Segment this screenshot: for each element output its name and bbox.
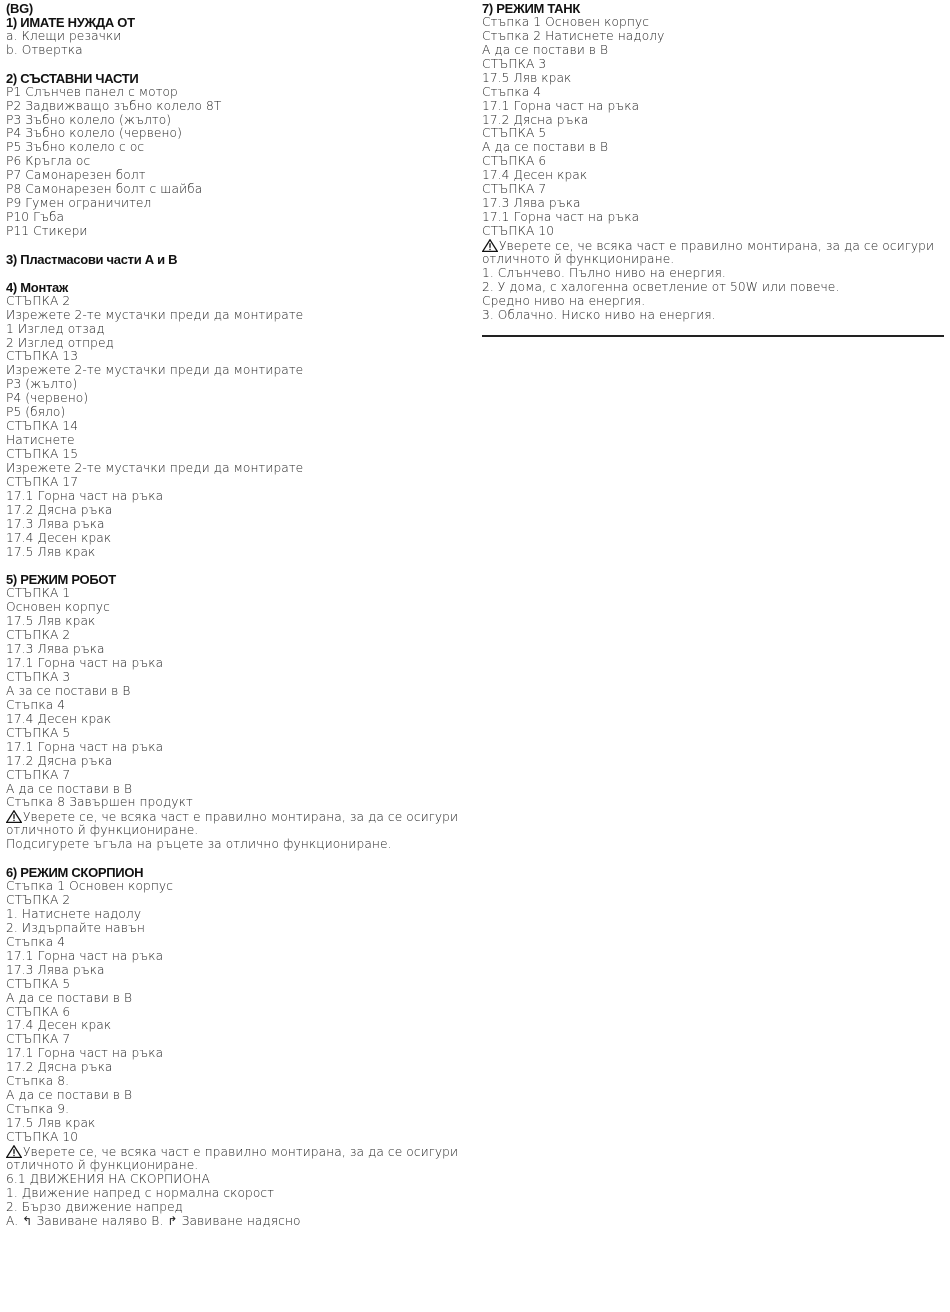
line-text: СТЪПКА 13 [6, 349, 79, 364]
line-text: A да се постави в B [482, 140, 609, 155]
line-text: 3) Пластмасови части А и В [6, 251, 178, 267]
text-line [6, 155, 466, 169]
text-line [482, 253, 944, 267]
line-text: 17.1 Горна част на ръка [6, 1046, 164, 1061]
line-text: P4 Зъбно колело (червено) [6, 126, 182, 141]
line-text: A да се постави в B [6, 1088, 133, 1103]
line-text: 17.2 Дясна ръка [482, 112, 589, 127]
text-line [6, 880, 466, 894]
line-text: A да се постави в B [6, 990, 133, 1005]
text-line [6, 141, 466, 155]
text-line [482, 197, 944, 211]
text-line [6, 197, 466, 211]
line-text: отличното й функциониране. [6, 823, 199, 838]
text-line [482, 16, 944, 30]
line-text: (BG) [6, 1, 33, 16]
text-line [6, 922, 466, 936]
text-line [6, 100, 466, 114]
blank-line [6, 58, 466, 72]
line-text: СТЪПКА 2 [6, 293, 71, 308]
line-text: a. Клещи резачки [6, 28, 122, 43]
text-line [6, 894, 466, 908]
line-text: отличното й функциониране. [482, 251, 675, 266]
line-text: P7 Самонарезен болт [6, 168, 146, 183]
line-text: СТЪПКА 6 [6, 1004, 71, 1019]
text-line [6, 1006, 466, 1020]
text-line [6, 1103, 466, 1117]
text-line [6, 392, 466, 406]
line-text: Стъпка 4 [482, 84, 542, 99]
warning-line [6, 810, 466, 824]
text-line [6, 992, 466, 1006]
line-text: A да се постави в B [482, 42, 609, 57]
line-text: СТЪПКА 5 [6, 725, 71, 740]
text-line [6, 1061, 466, 1075]
line-text: СТЪПКА 7 [482, 182, 547, 197]
line-text: 17.1 Горна част на ръка [482, 210, 640, 225]
line-text: Стъпка 8 Завършен продукт [6, 795, 193, 810]
line-text: Стъпка 2 Натиснете надолу [482, 28, 665, 43]
line-text: 17.1 Горна част на ръка [6, 488, 164, 503]
text-line [6, 1089, 466, 1103]
section-heading [6, 2, 466, 16]
line-text: 17.4 Десен крак [6, 530, 112, 545]
text-line [6, 169, 466, 183]
text-line [6, 490, 466, 504]
line-text: 6) РЕЖИМ СКОРПИОН [6, 865, 144, 881]
text-line [482, 100, 944, 114]
text-line [6, 699, 466, 713]
line-text: 17.2 Дясна ръка [6, 1060, 113, 1075]
line-text: Стъпка 9. [6, 1102, 70, 1117]
text-line [6, 532, 466, 546]
text-line [6, 587, 466, 601]
line-text: Натиснете [6, 433, 75, 448]
line-text: 17.5 Ляв крак [482, 70, 572, 85]
text-line [6, 504, 466, 518]
text-line [482, 183, 944, 197]
line-text: СТЪПКА 2 [6, 628, 71, 643]
line-text: 1) ИМАТЕ НУЖДА ОТ [6, 14, 135, 30]
line-text: 17.2 Дясна ръка [6, 753, 113, 768]
line-text: 17.5 Ляв крак [6, 614, 96, 629]
line-text: СТЪПКА 15 [6, 447, 79, 461]
line-text: 17.5 Ляв крак [6, 1116, 96, 1130]
text-line [6, 406, 466, 420]
blank-line [6, 239, 466, 253]
line-text: 1 Изглед отзад [6, 321, 105, 336]
line-text: 6.1 ДВИЖЕНИЯ НА СКОРПИОНА [6, 1171, 210, 1186]
warning-line [482, 239, 944, 253]
text-line [6, 908, 466, 922]
text-line [6, 44, 466, 58]
text-line [6, 1047, 466, 1061]
line-text: 1. Движение напред с нормална скорост [6, 1185, 275, 1200]
line-text: Уверете се, че всяка част е правилно монтирана, за да се осигури [499, 238, 935, 253]
text-line [6, 950, 466, 964]
text-line [6, 476, 466, 490]
line-text: Подсигурете ъгъла на ръцете за отлично функциониране. [6, 837, 392, 852]
line-text: 17.3 Лява ръка [6, 962, 105, 977]
text-line [6, 978, 466, 992]
line-text: P2 Задвижващо зъбно колело 8T [6, 98, 222, 113]
line-text: A да се постави в B [6, 781, 133, 796]
line-text: Изрежете 2-те мустачки преди да монтирате [6, 307, 304, 322]
line-text: 5) РЕЖИМ РОБОТ [6, 572, 116, 588]
text-line [6, 685, 466, 699]
text-line [6, 86, 466, 100]
section-heading [6, 253, 466, 267]
text-line [6, 546, 466, 560]
line-text: СТЪПКА 3 [6, 670, 71, 684]
left-column [6, 2, 466, 1229]
section-heading [6, 72, 466, 86]
text-line [6, 671, 466, 685]
line-text: 17.2 Дясна ръка [6, 502, 113, 517]
text-line [6, 1117, 466, 1131]
text-line [6, 769, 466, 783]
text-line [482, 225, 944, 239]
line-text: 17.1 Горна част на ръка [6, 739, 164, 754]
line-text: СТЪПКА 17 [6, 474, 79, 489]
text-line [6, 629, 466, 643]
line-text: 17.3 Лява ръка [482, 196, 581, 211]
line-text: 2) СЪСТАВНИ ЧАСТИ [6, 70, 139, 86]
text-line [482, 281, 944, 295]
text-line [6, 323, 466, 337]
line-text: СТЪПКА 5 [482, 126, 547, 141]
text-line [6, 378, 466, 392]
blank-line [6, 852, 466, 866]
line-text: P4 (червено) [6, 391, 89, 406]
text-line [6, 964, 466, 978]
section-heading [6, 866, 466, 880]
line-text: Изрежете 2-те мустачки преди да монтирате [6, 363, 304, 378]
text-line [6, 350, 466, 364]
line-text: 17.5 Ляв крак [6, 544, 96, 559]
line-text: СТЪПКА 7 [6, 1032, 71, 1047]
text-line [6, 127, 466, 141]
line-text: P3 (жълто) [6, 377, 78, 392]
line-text: Изрежете 2-те мустачки преди да монтирате [6, 460, 304, 475]
text-line [6, 727, 466, 741]
text-line [6, 936, 466, 950]
line-text: P3 Зъбно колело (жълто) [6, 112, 172, 127]
text-line [6, 518, 466, 532]
line-text: отличното й функциониране. [6, 1157, 199, 1172]
line-text: P5 (бяло) [6, 405, 66, 420]
warning-triangle-icon [6, 810, 22, 823]
line-text: 7) РЕЖИМ ТАНК [482, 1, 580, 16]
text-line [482, 30, 944, 44]
line-text: Уверете се, че всяка част е правилно монтирана, за да се осигури [23, 1144, 459, 1159]
line-text: 17.1 Горна част на ръка [6, 656, 164, 671]
text-line [6, 1033, 466, 1047]
line-text: 2. Издърпайте навън [6, 920, 145, 935]
text-line [6, 1173, 466, 1187]
line-text: 17.1 Горна част на ръка [482, 98, 640, 113]
text-line [6, 1201, 466, 1215]
text-line [6, 420, 466, 434]
text-line [482, 114, 944, 128]
line-text: Стъпка 4 [6, 934, 66, 949]
line-text: b. Отвертка [6, 42, 83, 57]
text-line [6, 30, 466, 44]
text-line [482, 72, 944, 86]
line-text: P6 Кръгла ос [6, 154, 91, 169]
text-line [482, 127, 944, 141]
line-text: 17.4 Десен крак [6, 1018, 112, 1033]
text-line [482, 141, 944, 155]
text-line [6, 114, 466, 128]
line-text: 1. Натиснете надолу [6, 906, 142, 921]
line-text: P1 Слънчев панел с мотор [6, 84, 178, 99]
line-text: 17.4 Десен крак [482, 168, 588, 183]
line-text: СТЪПКА 7 [6, 767, 71, 782]
text-line [6, 364, 466, 378]
line-text: P5 Зъбно колело с ос [6, 140, 145, 155]
text-line [6, 824, 466, 838]
blank-line [6, 267, 466, 281]
line-text: Стъпка 1 Основен корпус [482, 14, 650, 29]
line-text: 2. Бързо движение напред [6, 1199, 184, 1214]
text-line [6, 755, 466, 769]
line-text: СТЪПКА 14 [6, 419, 79, 434]
text-line [482, 169, 944, 183]
text-line [6, 211, 466, 225]
line-text: 2. У дома, с халогенна осветление от 50W или повече. [482, 279, 840, 294]
line-text: P11 Стикери [6, 224, 88, 238]
line-text: 1. Слънчево. Пълно ниво на енергия. [482, 265, 726, 280]
text-line [6, 448, 466, 462]
line-text: СТЪПКА 1 [6, 586, 71, 601]
line-text: 2 Изглед отпред [6, 335, 114, 350]
line-text: СТЪПКА 10 [6, 1129, 79, 1144]
text-line [6, 295, 466, 309]
text-line [482, 267, 944, 281]
text-line [6, 643, 466, 657]
line-text: Основен корпус [6, 600, 110, 615]
line-text: СТЪПКА 5 [6, 976, 71, 991]
text-line [6, 741, 466, 755]
text-line [6, 796, 466, 810]
text-line [482, 309, 944, 323]
warning-triangle-icon [6, 1145, 22, 1158]
line-text: СТЪПКА 10 [482, 224, 555, 238]
text-line [482, 58, 944, 72]
text-line [6, 1019, 466, 1033]
text-line [6, 462, 466, 476]
text-line [6, 657, 466, 671]
section-heading [6, 573, 466, 587]
section-heading [6, 16, 466, 30]
text-line [6, 434, 466, 448]
text-line [482, 44, 944, 58]
line-text: P10 Гъба [6, 210, 65, 225]
line-text: Уверете се, че всяка част е правилно монтирана, за да се осигури [23, 810, 459, 825]
text-line [6, 1075, 466, 1089]
text-line [6, 783, 466, 797]
line-text: 17.1 Горна част на ръка [6, 948, 164, 963]
line-text: P8 Самонарезен болт с шайба [6, 182, 203, 197]
section-heading [6, 281, 466, 295]
text-line [6, 713, 466, 727]
text-line [6, 615, 466, 629]
text-line [482, 295, 944, 309]
line-text: Стъпка 4 [6, 697, 66, 712]
line-text: Средно ниво на енергия. [482, 293, 646, 308]
line-text: 17.3 Лява ръка [6, 642, 105, 657]
text-line [482, 155, 944, 169]
line-text: СТЪПКА 6 [482, 154, 547, 169]
line-text: 17.4 Десен крак [6, 711, 112, 726]
text-line [6, 1215, 466, 1229]
text-line [6, 1159, 466, 1173]
line-text: 4) Монтаж [6, 279, 68, 295]
blank-line [6, 560, 466, 574]
line-text: 17.3 Лява ръка [6, 516, 105, 531]
line-text: A за се постави в B [6, 683, 131, 698]
text-line [6, 838, 466, 852]
text-line [6, 1187, 466, 1201]
line-text: P9 Гумен ограничител [6, 196, 152, 211]
line-text: СТЪПКА 3 [482, 56, 547, 71]
section-heading [482, 2, 944, 16]
text-line [6, 337, 466, 351]
text-line [482, 86, 944, 100]
text-line [6, 225, 466, 239]
line-text: A. ↰ Завиване наляво B. ↱ Завиване надясно [6, 1213, 301, 1228]
line-text: 3. Облачно. Ниско ниво на енергия. [482, 307, 716, 322]
text-line [482, 211, 944, 225]
warning-line [6, 1145, 466, 1159]
text-line [6, 1131, 466, 1145]
line-text: СТЪПКА 2 [6, 893, 71, 907]
section-divider [482, 335, 944, 337]
text-line [6, 309, 466, 323]
warning-triangle-icon [482, 239, 498, 252]
line-text: Стъпка 1 Основен корпус [6, 879, 174, 894]
line-text: Стъпка 8. [6, 1074, 70, 1089]
right-column [482, 2, 944, 323]
text-line [6, 183, 466, 197]
text-line [6, 601, 466, 615]
